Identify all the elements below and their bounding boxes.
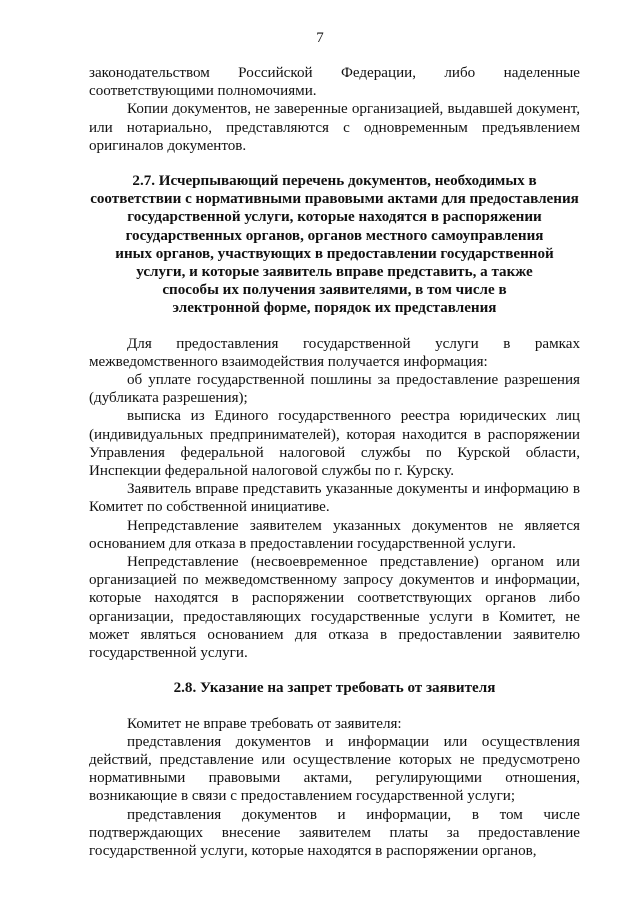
paragraph: Комитет не вправе требовать от заявителя: — [127, 715, 402, 732]
heading-line: электронной форме, порядок их представления — [172, 300, 497, 317]
paragraph: об уплате государственной пошлины за предоставление разрешения (дубликата разрешения); — [89, 372, 580, 407]
heading-line: государственной услуги, которые находятся в распоряжении — [127, 209, 542, 226]
spacer — [89, 662, 580, 679]
heading-line: услуги, и которые заявитель вправе представить, а также — [136, 264, 533, 281]
heading-line: 2.7. Исчерпывающий перечень документов, необходимых в — [132, 173, 537, 190]
page-number: 7 — [316, 30, 324, 46]
paragraph: Непредставление заявителем указанных документов не является основанием для отказа в предоставлении государственной услуги. — [89, 517, 580, 552]
document-body — [89, 64, 580, 860]
paragraph: Непредставление (несвоевременное представление) органом или организацией по межведомственному запросу документов и информации, которые находятся в распоряжении соответствующих органов либо организации, предоставляющих государственные услуги в Комитет, не может являться основанием для отказа в предоставлении заявителю государственной услуги. — [89, 554, 580, 662]
spacer — [89, 155, 580, 172]
spacer — [89, 318, 580, 335]
heading-line: соответствии с нормативными правовыми актами для предоставления — [90, 191, 579, 208]
section-heading-2-8: 2.8. Указание на запрет требовать от заявителя — [173, 680, 496, 697]
heading-line: способы их получения заявителями, в том числе в — [162, 282, 507, 299]
heading-line: государственных органов, органов местного самоуправления — [125, 227, 544, 244]
section-heading-2-7 — [89, 172, 580, 318]
paragraph: законодательством Российской Федерации, либо наделенные соответствующими полномочиями. — [89, 65, 580, 100]
paragraph: Копии документов, не заверенные организацией, выдавшей документ, или нотариально, представляются с одновременным предъявлением оригиналов документов. — [89, 101, 580, 154]
paragraph: выписка из Единого государственного реестра юридических лиц (индивидуальных предпринимателей), которая находится в распоряжении Управления федеральной налоговой службы по Курской области, Инспекции федеральной налоговой службы по г. Курску. — [89, 408, 580, 480]
spacer — [89, 698, 580, 715]
heading-line: иных органов, участвующих в предоставлении государственной — [115, 245, 554, 262]
paragraph: представления документов и информации, в том числе подтверждающих внесение заявителем платы за предоставление государственной услуги, которые находятся в распоряжении органов, — [89, 806, 580, 859]
paragraph: Для предоставления государственной услуги в рамках межведомственного взаимодействия получается информация: — [89, 335, 580, 370]
paragraph: представления документов и информации или осуществления действий, представление или осуществление которых не предусмотрено нормативными правовыми актами, регулирующими отношения, возникающие в связи с предоставлением государственной услуги; — [89, 733, 580, 805]
paragraph: Заявитель вправе представить указанные документы и информацию в Комитет по собственной инициативе. — [89, 481, 580, 516]
